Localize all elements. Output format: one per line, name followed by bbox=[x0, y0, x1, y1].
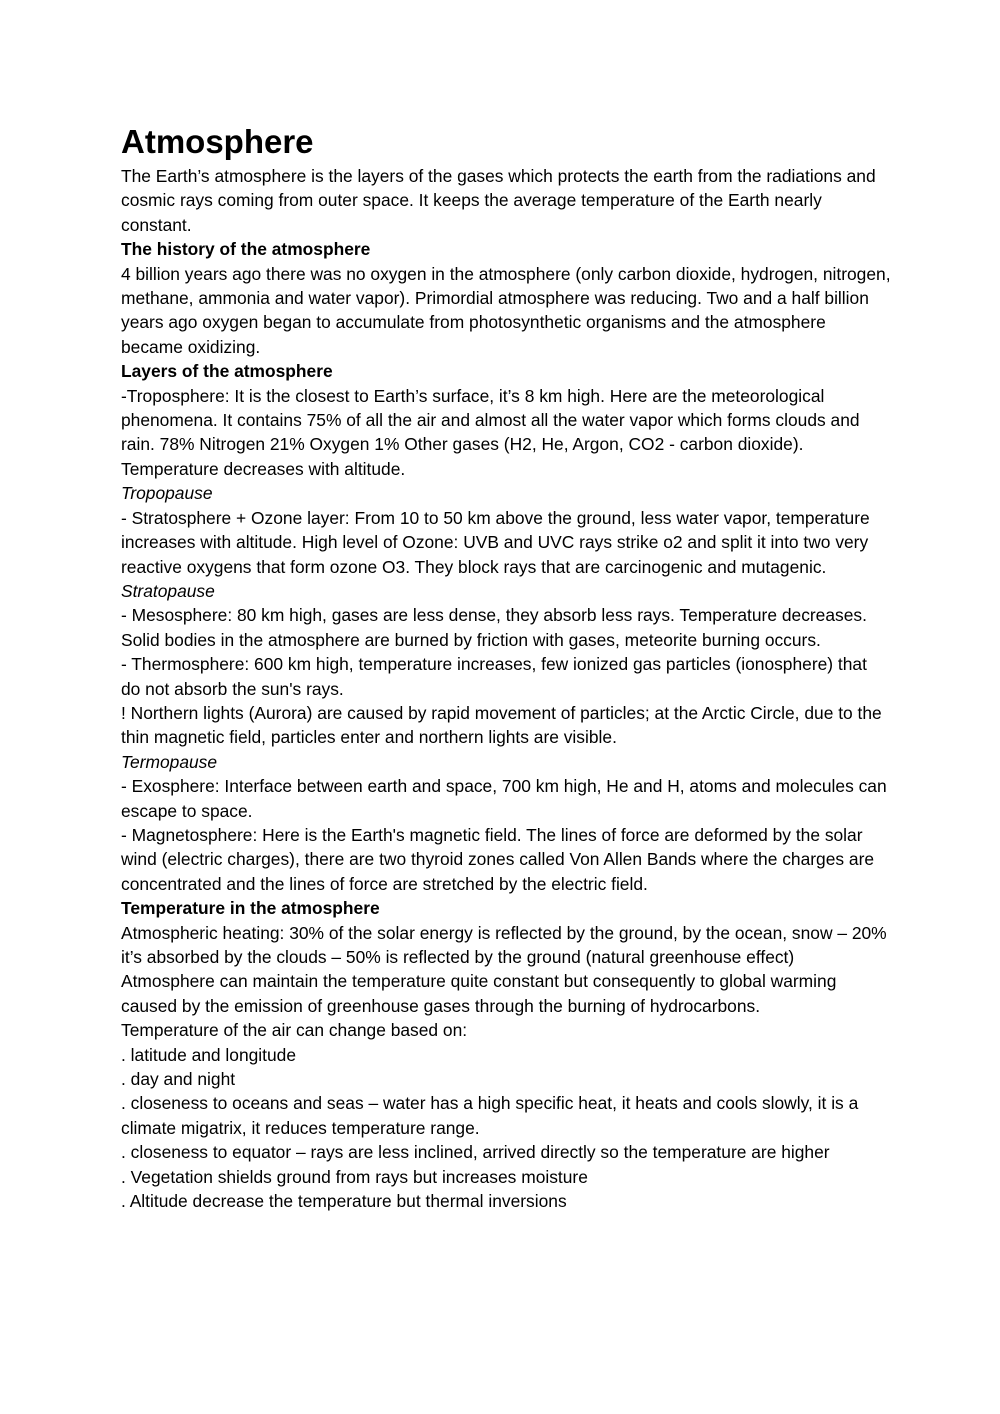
northern-lights-paragraph: ! Northern lights (Aurora) are caused by rapid movement of particles; at the Arctic Circle, due to the thin magnetic field, particles enter and northern lights are visible. bbox=[121, 702, 882, 748]
list-item: . closeness to oceans and seas – water has a high specific heat, it heats and cools slowly, it is a climate migatrix, it reduces temperature range. bbox=[121, 1093, 859, 1138]
thermosphere-paragraph: - Thermosphere: 600 km high, temperature increases, few ionized gas particles (ionosphere) that do not absorb the sun's rays. bbox=[121, 654, 867, 699]
list-item: . Vegetation shields ground from rays but increases moisture bbox=[121, 1166, 588, 1187]
list-item: . latitude and longitude bbox=[121, 1044, 297, 1065]
stratosphere-paragraph: - Stratosphere + Ozone layer: From 10 to 50 km above the ground, less water vapor, temperature increases with altitude. High level of Ozone: UVB and UVC rays strike o2 and split it into two very reactive oxygens that form ozone O3. They block rays that are carcinogenic and mutagenic. bbox=[121, 507, 870, 577]
history-paragraph: 4 billion years ago there was no oxygen in the atmosphere (only carbon dioxide, hydrogen, nitrogen, methane, ammonia and water vapor). Primordial atmosphere was reducing. Two and a half billion years ago oxygen began to accumulate from photosynthetic organisms and the atmosphere became oxidizing. bbox=[121, 263, 891, 357]
tropopause-label: Tropopause bbox=[121, 483, 213, 504]
list-item: . Altitude decrease the temperature but thermal inversions bbox=[121, 1191, 567, 1212]
magnetosphere-paragraph: - Magnetosphere: Here is the Earth's magnetic field. The lines of force are deformed by the solar wind (electric charges), there are two thyroid zones called Von Allen Bands where the charges are concentrated and the lines of force are stretched by the electric field. bbox=[121, 824, 875, 894]
list-item: . closeness to equator – rays are less inclined, arrived directly so the temperature are higher bbox=[121, 1142, 830, 1163]
troposphere-paragraph: -Troposphere: It is the closest to Earth’s surface, it’s 8 km high. Here are the meteorological phenomena. It contains 75% of all the air and almost all the water vapor which forms clouds and rain. 78% Nitrogen 21% Oxygen 1% Other gases (H2, He, Argon, CO2 - carbon dioxide). Temperature decreases with altitude. bbox=[121, 385, 860, 479]
layers-heading: Layers of the atmosphere bbox=[121, 361, 333, 382]
exosphere-paragraph: - Exosphere: Interface between earth and space, 700 km high, He and H, atoms and molecules can escape to space. bbox=[121, 776, 887, 821]
page-title: Atmosphere bbox=[121, 123, 314, 160]
termopause-label: Termopause bbox=[121, 751, 218, 772]
temperature-heading: Temperature in the atmosphere bbox=[121, 898, 380, 919]
list-item: . day and night bbox=[121, 1069, 236, 1090]
history-heading: The history of the atmosphere bbox=[121, 239, 371, 260]
mesosphere-paragraph: - Mesosphere: 80 km high, gases are less dense, they absorb less rays. Temperature decreases. Solid bodies in the atmosphere are burned by friction with gases, meteorite burning occurs. bbox=[121, 605, 867, 650]
stratopause-label: Stratopause bbox=[121, 580, 215, 601]
maintain-paragraph: Atmosphere can maintain the temperature quite constant but consequently to global warming caused by the emission of greenhouse gases through the burning of hydrocarbons. bbox=[121, 971, 837, 1016]
list-intro: Temperature of the air can change based on: bbox=[121, 1020, 468, 1041]
document-page bbox=[121, 120, 891, 1213]
intro-paragraph: The Earth’s atmosphere is the layers of the gases which protects the earth from the radiations and cosmic rays coming from outer space. It keeps the average temperature of the Earth nearly constant. bbox=[121, 166, 876, 235]
heating-paragraph: Atmospheric heating: 30% of the solar energy is reflected by the ground, by the ocean, snow – 20% it’s absorbed by the clouds – 50% is reflected by the ground (natural greenhouse effect) bbox=[121, 922, 887, 967]
